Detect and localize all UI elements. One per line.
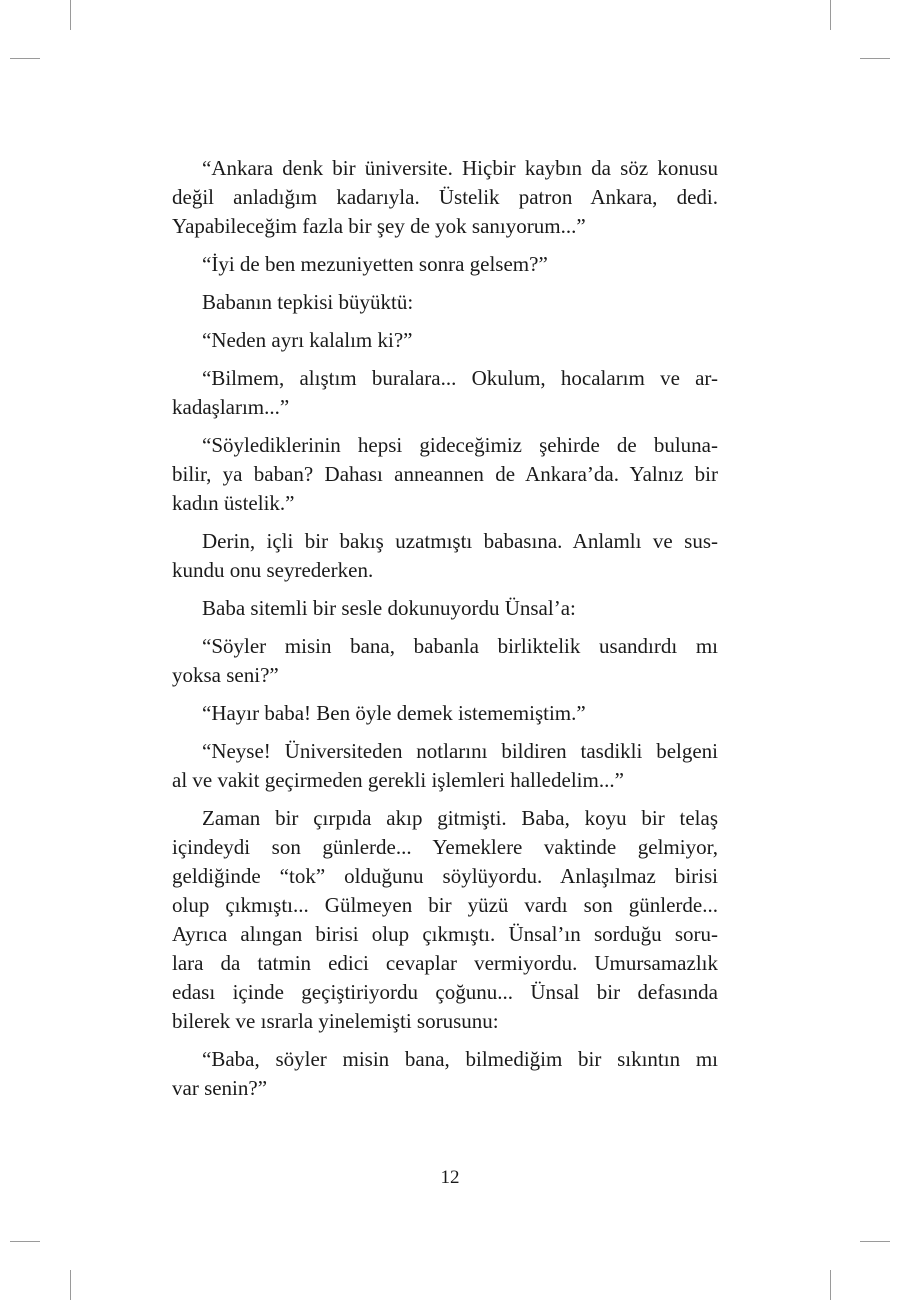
- paragraph: [172, 737, 718, 795]
- paragraph: [172, 154, 718, 241]
- text-line: al ve vakit geçirmeden gerekli işlemleri halledelim...”: [172, 768, 624, 792]
- crop-mark-top-left-vertical: [70, 0, 71, 30]
- text-line: yoksa seni?”: [172, 663, 279, 687]
- text-line: “Söyler misin bana, babanla birliktelik usandırdı mı: [202, 634, 718, 658]
- text-line: Babanın tepkisi büyüktü:: [202, 290, 414, 314]
- text-line: var senin?”: [172, 1076, 268, 1100]
- text-line: kadaşlarım...”: [172, 395, 290, 419]
- paragraph: [172, 1045, 718, 1103]
- text-line: Yapabileceğim fazla bir şey de yok sanıyorum...”: [172, 214, 586, 238]
- crop-mark-bottom-left-vertical: [70, 1270, 71, 1300]
- paragraph: [172, 699, 718, 728]
- text-line: Baba sitemli bir sesle dokunuyordu Ünsal’a:: [202, 596, 576, 620]
- text-line: “Söylediklerinin hepsi gideceğimiz şehirde de buluna-: [202, 433, 718, 457]
- crop-mark-top-right-vertical: [830, 0, 831, 30]
- paragraph: [172, 250, 718, 279]
- text-line: edası içinde geçiştiriyordu çoğunu... Ünsal bir defasında: [172, 980, 718, 1004]
- paragraph: [172, 527, 718, 585]
- text-line: “Bilmem, alıştım buralara... Okulum, hocalarım ve ar-: [202, 366, 718, 390]
- text-line: bilerek ve ısrarla yinelemişti sorusunu:: [172, 1009, 499, 1033]
- paragraph: [172, 594, 718, 623]
- paragraph: [172, 288, 718, 317]
- paragraph: [172, 804, 718, 1036]
- text-line: “Ankara denk bir üniversite. Hiçbir kaybın da söz konusu: [202, 156, 718, 180]
- text-line: Ayrıca alıngan birisi olup çıkmıştı. Ünsal’ın sorduğu soru-: [172, 922, 718, 946]
- crop-mark-top-right-horizontal: [860, 58, 890, 59]
- paragraph: [172, 364, 718, 422]
- text-line: “Neyse! Üniversiteden notlarını bildiren tasdikli belgeni: [202, 739, 718, 763]
- crop-mark-top-left-horizontal: [10, 58, 40, 59]
- text-line: kundu onu seyrederken.: [172, 558, 374, 582]
- paragraph: [172, 632, 718, 690]
- text-line: “Neden ayrı kalalım ki?”: [202, 328, 413, 352]
- paragraph: [172, 326, 718, 355]
- paragraph: [172, 431, 718, 518]
- page-number: 12: [440, 1167, 460, 1188]
- text-line: geldiğinde “tok” olduğunu söylüyordu. Anlaşılmaz birisi: [172, 864, 718, 888]
- text-line: içindeydi son günlerde... Yemeklere vaktinde gelmiyor,: [172, 835, 718, 859]
- text-line: bilir, ya baban? Dahası anneannen de Ankara’da. Yalnız bir: [172, 462, 718, 486]
- text-line: olup çıkmıştı... Gülmeyen bir yüzü vardı son günlerde...: [172, 893, 718, 917]
- text-line: değil anladığım kadarıyla. Üstelik patron Ankara, dedi.: [172, 185, 718, 209]
- text-line: kadın üstelik.”: [172, 491, 295, 515]
- page-body-text: [172, 154, 718, 1112]
- text-line: Derin, içli bir bakış uzatmıştı babasına. Anlamlı ve sus-: [202, 529, 718, 553]
- text-line: “İyi de ben mezuniyetten sonra gelsem?”: [202, 252, 548, 276]
- text-line: lara da tatmin edici cevaplar vermiyordu. Umursamazlık: [172, 951, 718, 975]
- crop-mark-bottom-right-horizontal: [860, 1241, 890, 1242]
- text-line: “Hayır baba! Ben öyle demek istememiştim.”: [202, 701, 586, 725]
- crop-mark-bottom-left-horizontal: [10, 1241, 40, 1242]
- text-line: “Baba, söyler misin bana, bilmediğim bir sıkıntın mı: [202, 1047, 718, 1071]
- crop-mark-bottom-right-vertical: [830, 1270, 831, 1300]
- text-line: Zaman bir çırpıda akıp gitmişti. Baba, koyu bir telaş: [202, 806, 718, 830]
